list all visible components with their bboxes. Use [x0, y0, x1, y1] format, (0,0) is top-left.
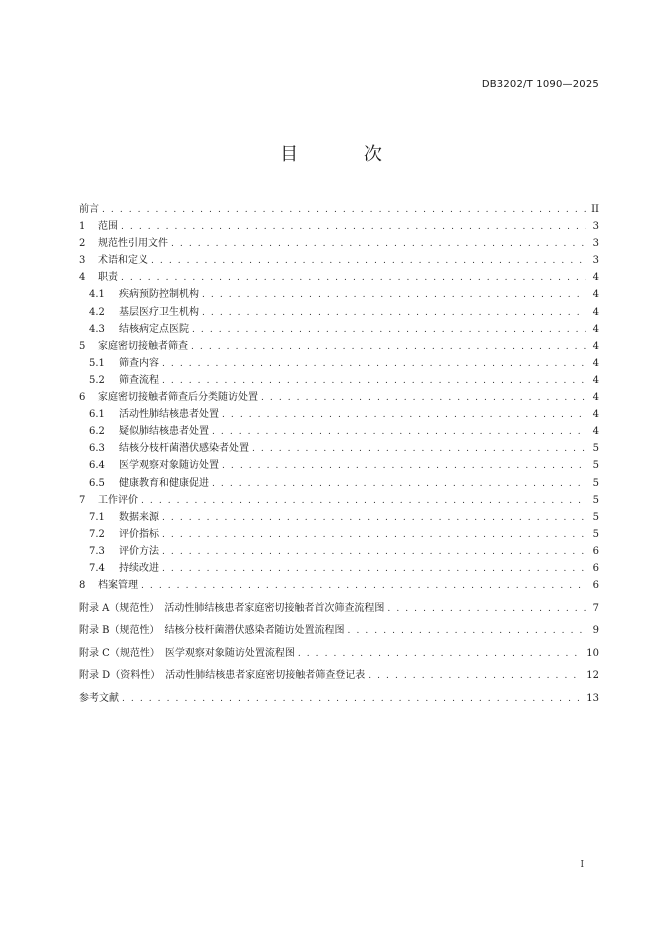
- toc-entry-number: 6.3: [89, 443, 105, 455]
- toc-entry-number: 2: [79, 238, 86, 250]
- toc-entry-title: 评价方法: [119, 545, 159, 557]
- toc-entry-number: 5.2: [89, 374, 105, 386]
- toc-entry-title: 筛查内容: [119, 357, 159, 369]
- toc-entry-title: 附录 B（规范性） 结核分枝杆菌潜伏感染者随访处置流程图: [79, 625, 345, 637]
- toc-entry-page: 6: [592, 580, 599, 592]
- toc-entry-page: 5: [592, 528, 599, 540]
- toc-entry-title: 附录 A（规范性） 活动性肺结核患者家庭密切接触者首次筛查流程图: [79, 602, 385, 614]
- toc-entry-number: 7.2: [89, 528, 105, 540]
- toc-entry[interactable]: [79, 525, 599, 542]
- toc-entry[interactable]: [79, 303, 599, 320]
- toc-entry-title: 医学观察对象随访处置: [119, 460, 219, 472]
- toc-entry[interactable]: [79, 666, 599, 683]
- dot-leader: [162, 564, 586, 574]
- toc-entry-title: 职责: [98, 272, 118, 284]
- dot-leader: [141, 496, 586, 506]
- toc-entry-number: 7: [79, 494, 86, 506]
- page-number: I: [580, 860, 584, 870]
- toc-entry[interactable]: [79, 320, 599, 337]
- toc-entry-page: 4: [592, 374, 599, 386]
- toc-entry[interactable]: [79, 354, 599, 371]
- toc-entry[interactable]: [79, 388, 599, 405]
- toc-entry-number: 5.1: [89, 357, 105, 369]
- toc-entry-title: 术语和定义: [98, 255, 148, 267]
- toc-entry-title: 规范性引用文件: [98, 238, 168, 250]
- toc-entry-page: 3: [592, 255, 599, 267]
- dot-leader: [162, 530, 586, 540]
- toc-entry-title: 疾病预防控制机构: [119, 289, 199, 301]
- toc-entry-page: 4: [592, 392, 599, 404]
- toc-entry[interactable]: [79, 576, 599, 593]
- toc-entry-title: 附录 D（资料性） 活动性肺结核患者家庭密切接触者筛查登记表: [79, 670, 366, 682]
- toc-entry[interactable]: [79, 200, 599, 217]
- dot-leader: [171, 239, 586, 249]
- toc-entry-title: 基层医疗卫生机构: [119, 306, 199, 318]
- toc-entry-page: 5: [592, 443, 599, 455]
- toc-entry-number: 7.3: [89, 545, 105, 557]
- toc-entry-page: 7: [592, 602, 599, 614]
- toc-entry-title: 附录 C（规范性） 医学观察对象随访处置流程图: [79, 647, 295, 659]
- toc-entry-number: 1: [79, 221, 86, 233]
- toc-entry-number: 4.3: [89, 323, 105, 335]
- toc-entry-title: 范围: [98, 221, 118, 233]
- toc-entry-number: 4.1: [89, 289, 105, 301]
- toc-entry-page: 5: [592, 494, 599, 506]
- dot-leader: [387, 604, 586, 614]
- toc-entry-number: 6.1: [89, 409, 105, 421]
- toc-entry-page: 5: [592, 460, 599, 472]
- toc-entry-page: 3: [592, 238, 599, 250]
- toc-entry[interactable]: [79, 508, 599, 525]
- toc-entry-title: 前言: [79, 204, 99, 215]
- toc-entry-title: 工作评价: [98, 494, 138, 506]
- toc-entry[interactable]: [79, 251, 599, 268]
- dot-leader: [162, 513, 586, 523]
- toc-entry-title: 结核分枝杆菌潜伏感染者处置: [119, 443, 249, 455]
- toc-entry-number: 6.2: [89, 426, 105, 438]
- dot-leader: [212, 427, 586, 437]
- dot-leader: [202, 308, 586, 318]
- toc-entry-number: 8: [79, 580, 86, 592]
- toc-entry[interactable]: [79, 405, 599, 422]
- dot-leader: [252, 444, 586, 454]
- dot-leader: [162, 359, 586, 369]
- toc-entry-number: 4: [79, 272, 86, 284]
- toc-entry-title: 档案管理: [98, 580, 138, 592]
- toc-entry-number: 6: [79, 392, 86, 404]
- dot-leader: [368, 671, 583, 681]
- toc-entry-page: 4: [592, 409, 599, 421]
- dot-leader: [121, 222, 586, 232]
- toc-entry-title: 持续改进: [119, 562, 159, 574]
- toc-entry[interactable]: [79, 285, 599, 302]
- toc-entry-title: 家庭密切接触者筛查: [98, 340, 188, 352]
- toc-entry-page: II: [591, 204, 599, 215]
- toc-entry-number: 6.4: [89, 460, 105, 472]
- toc-entry-number: 7.1: [89, 511, 105, 523]
- toc-entry-page: 4: [592, 426, 599, 438]
- toc-entry-page: 12: [586, 670, 599, 682]
- page-title: 目 次: [280, 144, 412, 165]
- toc-entry[interactable]: [79, 559, 599, 576]
- toc-entry-page: 3: [592, 221, 599, 233]
- toc-entry[interactable]: [79, 621, 599, 638]
- toc-entry-number: 5: [79, 340, 86, 352]
- dot-leader: [191, 342, 586, 352]
- toc-entry[interactable]: [79, 337, 599, 354]
- toc-entry-page: 4: [592, 323, 599, 335]
- toc-entry[interactable]: [79, 268, 599, 285]
- toc-entry[interactable]: [79, 542, 599, 559]
- dot-leader: [348, 626, 586, 636]
- toc-entry-page: 4: [592, 340, 599, 352]
- toc-entry[interactable]: [79, 217, 599, 234]
- toc-entry-title: 数据来源: [119, 511, 159, 523]
- toc-entry-title: 结核病定点医院: [119, 323, 189, 335]
- toc-entry-page: 4: [592, 289, 599, 301]
- dot-leader: [298, 649, 583, 659]
- dot-leader: [261, 393, 586, 403]
- document-code: DB3202/T 1090—2025: [481, 79, 599, 90]
- toc-entry[interactable]: [79, 474, 599, 491]
- toc-entry-number: 7.4: [89, 562, 105, 574]
- toc-entry[interactable]: [79, 599, 599, 616]
- toc-entry-title: 家庭密切接触者筛查后分类随访处置: [98, 392, 258, 404]
- toc-entry-title: 疑似肺结核患者处置: [119, 426, 209, 438]
- dot-leader: [121, 273, 586, 283]
- dot-leader: [192, 325, 586, 335]
- toc-entry-page: 4: [592, 306, 599, 318]
- dot-leader: [162, 376, 586, 386]
- toc-entry[interactable]: [79, 456, 599, 473]
- toc-entry-title: 筛查流程: [119, 374, 159, 386]
- dot-leader: [122, 694, 583, 704]
- dot-leader: [202, 290, 586, 300]
- toc-entry-page: 4: [592, 357, 599, 369]
- dot-leader: [222, 410, 586, 420]
- toc-entry-title: 活动性肺结核患者处置: [119, 409, 219, 421]
- toc-entry-page: 13: [586, 693, 599, 705]
- toc-entry-number: 4.2: [89, 306, 105, 318]
- dot-leader: [162, 547, 586, 557]
- toc-entry-page: 5: [592, 477, 599, 489]
- toc-entry[interactable]: [79, 644, 599, 661]
- toc-entry-page: 10: [586, 647, 599, 659]
- table-of-contents: [79, 200, 599, 706]
- toc-entry-title: 健康教育和健康促进: [119, 477, 209, 489]
- toc-entry[interactable]: [79, 491, 599, 508]
- dot-leader: [151, 256, 586, 266]
- dot-leader: [212, 479, 586, 489]
- toc-entry[interactable]: [79, 422, 599, 439]
- dot-leader: [102, 205, 586, 215]
- dot-leader: [141, 581, 586, 591]
- toc-entry-page: 6: [592, 545, 599, 557]
- toc-entry[interactable]: [79, 234, 599, 251]
- toc-entry-title: 评价指标: [119, 528, 159, 540]
- toc-entry[interactable]: [79, 439, 599, 456]
- toc-entry-page: 5: [592, 511, 599, 523]
- toc-entry[interactable]: [79, 371, 599, 388]
- toc-entry-page: 4: [592, 272, 599, 284]
- dot-leader: [222, 461, 586, 471]
- toc-entry-title: 参考文献: [79, 693, 119, 705]
- toc-entry-number: 3: [79, 255, 86, 267]
- toc-entry-number: 6.5: [89, 477, 105, 489]
- toc-entry[interactable]: [79, 689, 599, 706]
- toc-entry-page: 9: [592, 625, 599, 637]
- toc-entry-page: 6: [592, 562, 599, 574]
